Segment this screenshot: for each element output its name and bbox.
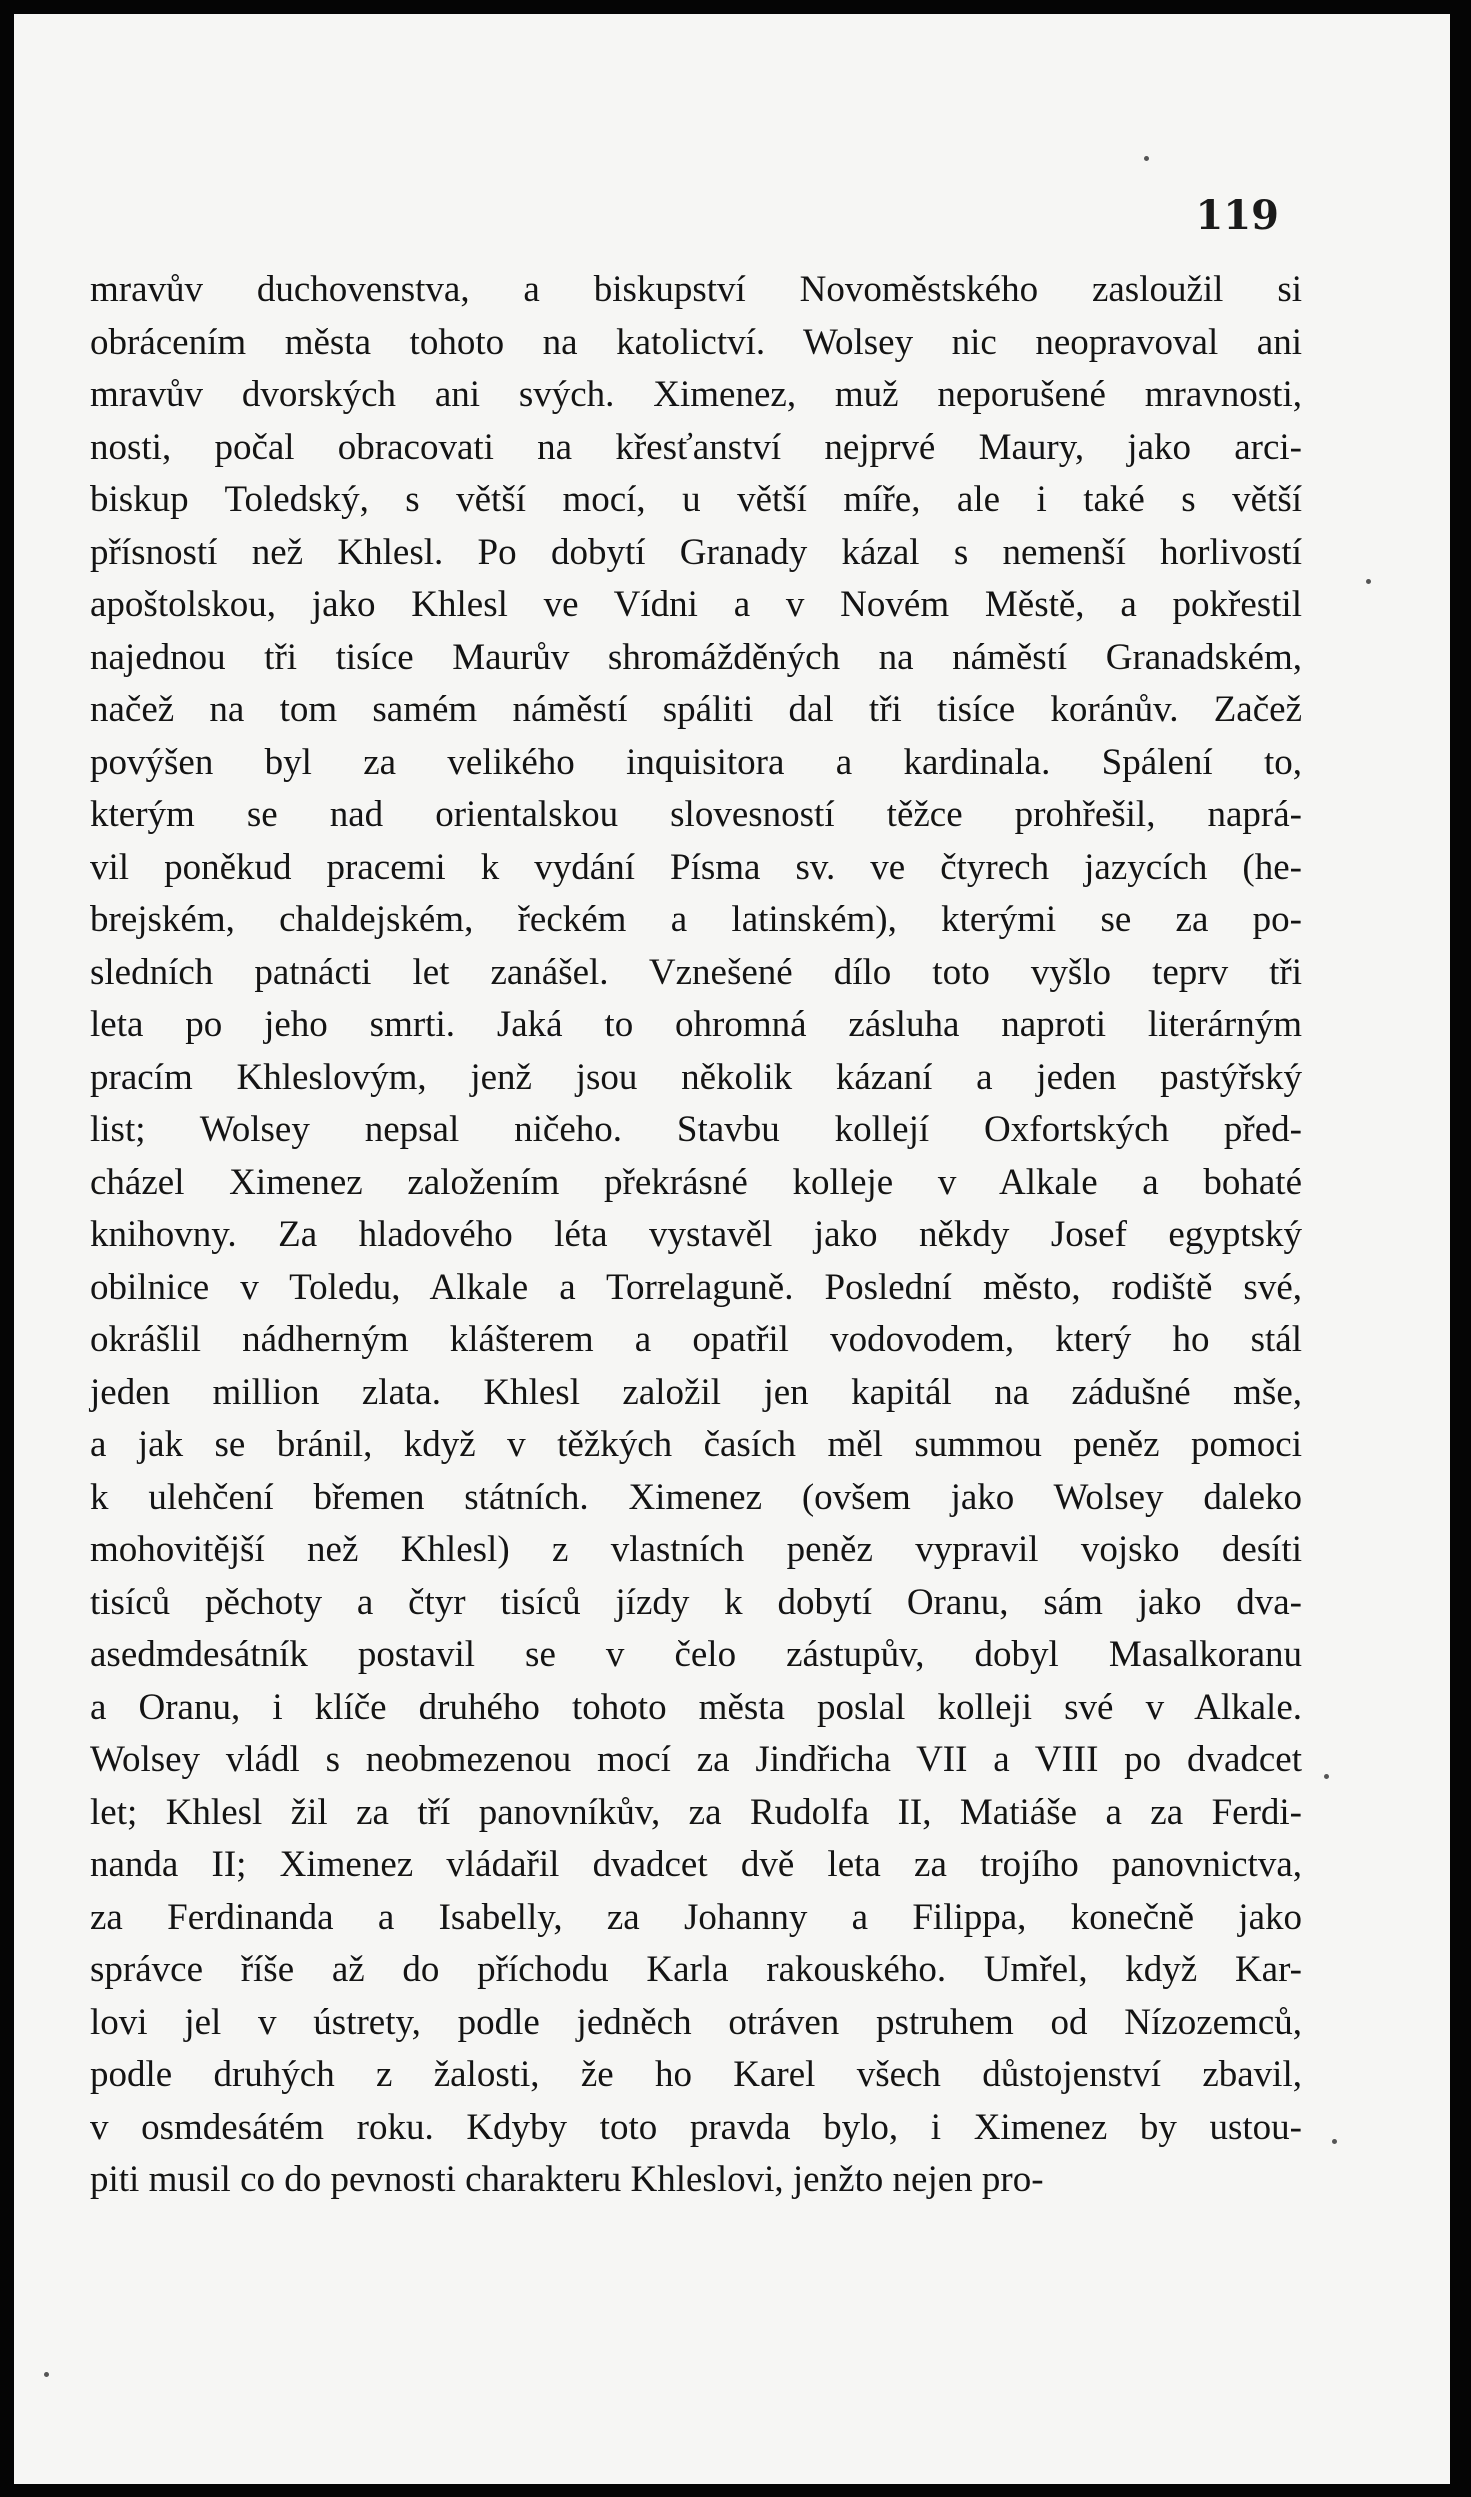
text-line: knihovny. Za hladového léta vystavěl jako někdy Josef egyptský [90, 1214, 1302, 1255]
text-line: lovi jel v ústrety, podle jedněch otráven pstruhem od Nízozemců, [90, 2001, 1302, 2043]
text-line: Wolsey vládl s neobmezenou mocí za Jindřicha VII a VIII po dvadcet [90, 1739, 1302, 1780]
text-line: mohovitější než Khlesl) z vlastních peněz vypravil vojsko desíti [90, 1529, 1302, 1570]
text-line: načež na tom samém náměstí spáliti dal tři tisíce koránův. Začež [90, 689, 1302, 730]
dust-speck [1332, 2139, 1337, 2144]
text-line: najednou tři tisíce Maurův shromážděných na náměstí Granadském, [90, 636, 1302, 678]
text-line: povýšen byl za velikého inquisitora a kardinala. Spálení to, [90, 741, 1302, 783]
body-text [90, 264, 1302, 2207]
text-line: mravův dvorských ani svých. Ximenez, muž neporušené mravnosti, [90, 374, 1302, 415]
text-line: kterým se nad orientalskou slovesností těžce prohřešil, naprá- [90, 794, 1302, 835]
text-line: apoštolskou, jako Khlesl ve Vídni a v Novém Městě, a pokřestil [90, 584, 1302, 625]
text-line: k ulehčení břemen státních. Ximenez (ovšem jako Wolsey daleko [90, 1476, 1302, 1518]
text-line: mravův duchovenstva, a biskupství Novoměstského zasloužil si [90, 269, 1302, 310]
text-line: asedmdesátník postavil se v čelo zástupův, dobyl Masalkoranu [90, 1634, 1302, 1675]
dust-speck [1366, 579, 1371, 584]
text-line: nosti, počal obracovati na křesťanství nejprvé Maury, jako arci- [90, 426, 1302, 468]
text-line: a Oranu, i klíče druhého tohoto města poslal kolleji své v Alkale. [90, 1686, 1302, 1728]
text-line: přísností než Khlesl. Po dobytí Granady kázal s nemenší horlivostí [90, 531, 1302, 573]
text-line: obilnice v Toledu, Alkale a Torrelaguně. Poslední město, rodiště své, [90, 1266, 1302, 1308]
text-line: biskup Toledský, s větší mocí, u větší míře, ale i také s větší [90, 479, 1302, 520]
dust-speck [1144, 156, 1149, 161]
text-line: podle druhých z žalosti, že ho Karel všech důstojenství zbavil, [90, 2054, 1302, 2095]
text-line: piti musil co do pevnosti charakteru Khleslovi, jenžto nejen pro- [90, 2159, 1044, 2200]
dust-speck [1324, 1774, 1329, 1779]
text-line: obrácením města tohoto na katolictví. Wolsey nic neopravoval ani [90, 321, 1302, 363]
text-line: list; Wolsey nepsal ničeho. Stavbu kollejí Oxfortských před- [90, 1109, 1302, 1150]
page-number: 119 [1195, 192, 1279, 239]
text-line: pracím Khleslovým, jenž jsou několik kázaní a jeden pastýřský [90, 1056, 1302, 1098]
text-line: nanda II; Ximenez vládařil dvadcet dvě leta za trojího panovnictva, [90, 1844, 1302, 1885]
text-line: správce říše až do příchodu Karla rakouského. Umřel, když Kar- [90, 1949, 1302, 1990]
book-page [14, 14, 1450, 2484]
text-line: tisíců pěchoty a čtyr tisíců jízdy k dobytí Oranu, sám jako dva- [90, 1581, 1302, 1623]
text-line: a jak se bránil, když v těžkých časích měl summou peněz pomoci [90, 1424, 1302, 1465]
text-line: jeden million zlata. Khlesl založil jen kapitál na zádušné mše, [90, 1371, 1302, 1413]
text-line: okrášlil nádherným klášterem a opatřil vodovodem, který ho stál [90, 1319, 1302, 1360]
text-line: za Ferdinanda a Isabelly, za Johanny a Filippa, konečně jako [90, 1896, 1302, 1938]
dust-speck [44, 2372, 49, 2377]
text-line: brejském, chaldejském, řeckém a latinském), kterými se za po- [90, 899, 1302, 940]
text-line: let; Khlesl žil za tří panovníkův, za Rudolfa II, Matiáše a za Ferdi- [90, 1791, 1302, 1833]
text-line: leta po jeho smrti. Jaká to ohromná zásluha naproti literárným [90, 1004, 1302, 1045]
text-line: sledních patnácti let zanášel. Vznešené dílo toto vyšlo teprv tři [90, 951, 1302, 993]
text-line: v osmdesátém roku. Kdyby toto pravda bylo, i Ximenez by ustou- [90, 2106, 1302, 2148]
text-line: cházel Ximenez založením překrásné kolleje v Alkale a bohaté [90, 1161, 1302, 1203]
text-line: vil poněkud pracemi k vydání Písma sv. ve čtyrech jazycích (he- [90, 846, 1302, 888]
